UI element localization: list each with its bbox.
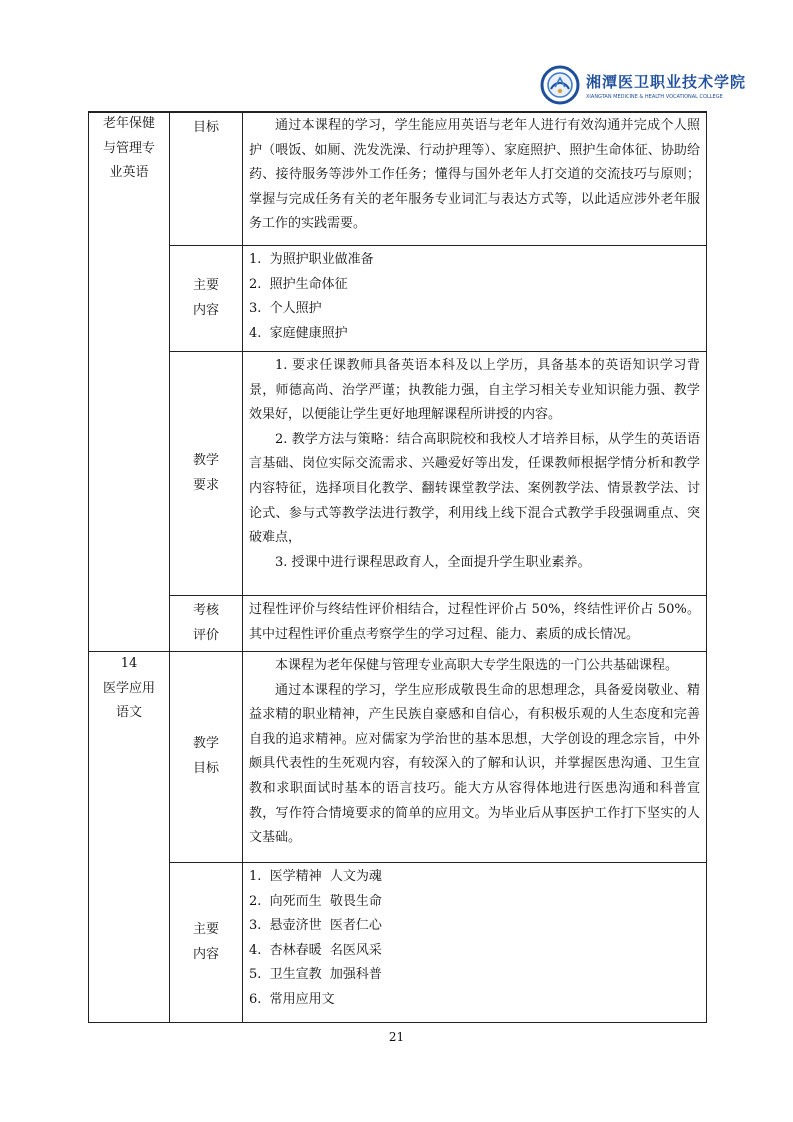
list-item: 1. 为照护职业做准备 [249, 252, 374, 267]
content-label: 主要 内容 [170, 246, 243, 352]
course-syllabus-table [88, 111, 707, 1023]
requirement-text-cell [243, 352, 707, 596]
list-item: 6. 常用应用文 [249, 991, 335, 1007]
course-name-line: 老年保健 [102, 116, 155, 131]
goal-paragraph: 通过本课程的学习，学生能应用英语与老年人进行有效沟通并完成个人照护（喂饭、如厕、洗发洗澡、行动护理等）、家庭照护、照护生命体征、协助给药、接待服务等涉外工作任务；懂得与国外老年人打交道的交流技巧与原则；掌握与完成任务有关的老年服务专业词汇与表达方式等，以此适应涉外老年服务工作的实践需要。 [249, 118, 700, 232]
requirement-paragraph: 2. 教学方法与策略：结合高职院校和我校人才培养目标，从学生的英语语言基础、岗位实际交流需求、兴趣爱好等出发，任课教师根据学情分析和教学内容特征，选择项目化教学、翻转课堂教学法、案例教学法、情景教学法、讨论式、参与式等教学法进行教学，利用线上线下混合式教学手段强调重点、突破难点， [249, 431, 700, 546]
requirement-paragraph: 3. 授课中进行课程思政育人，全面提升学生职业素养。 [275, 554, 591, 570]
goal-paragraph: 通过本课程的学习，学生应形成敬畏生命的思想理念，具备爱岗敬业、精益求精的职业精神，产生民族自豪感和自信心，有积极乐观的人生态度和完善自我的追求精神。应对儒家为学治世的基本思想，大学创设的理念宗旨，中外颇具代表性的生死观内容，有较深入的了解和认识，并掌握医患沟通、卫生宣教和求职面试时基本的语言技巧。能大方从容得体地进行医患沟通和科普宣教，写作符合情境要求的简单的应用文。为毕业后从事医护工作打下坚实的人文基础。 [249, 682, 700, 846]
course-name-cell [89, 652, 170, 1023]
list-item: 4. 杏林春暖 名医风采 [249, 942, 382, 958]
list-item: 5. 卫生宣教 加强科普 [249, 967, 382, 983]
list-item: 1. 医学精神 人文为魂 [249, 869, 382, 884]
course-name-line: 与管理专 [102, 140, 155, 156]
college-logo [540, 63, 747, 107]
list-item: 3. 个人照护 [249, 301, 322, 317]
course-name-line: 语文 [115, 705, 142, 721]
requirement-paragraph: 1. 要求任课教师具备英语本科及以上学历，具备基本的英语知识学习背景，师德高尚、治学严谨；执教能力强，自主学习相关专业知识能力强、教学效果好，以便能让学生更好地理解课程所讲授的内容。 [249, 358, 700, 423]
course-name-line: 业英语 [109, 165, 149, 181]
list-item: 2. 照护生命体征 [249, 276, 348, 292]
logo-english-name: XIANGTAN MEDICINE & HEALTH VOCATIONAL COLLEGE [586, 93, 723, 100]
goal-paragraph: 本课程为老年保健与管理专业高职大专学生限选的一门公共基础课程。 [275, 658, 679, 673]
evaluation-label: 考核 评价 [170, 596, 243, 652]
content-list [243, 863, 707, 1023]
table-row [89, 652, 707, 863]
evaluation-text-cell [243, 596, 707, 652]
list-item: 4. 家庭健康照护 [249, 325, 348, 341]
table-row [89, 352, 707, 596]
goal-text-cell [243, 112, 707, 246]
table-row [89, 863, 707, 1023]
table-row [89, 246, 707, 352]
course-name-cell [89, 112, 170, 652]
table-row [89, 112, 707, 246]
content-list [243, 246, 707, 352]
list-item: 3. 悬壶济世 医者仁心 [249, 918, 382, 934]
goal-label: 目标 [170, 112, 243, 246]
page-number: 21 [388, 1030, 405, 1044]
requirement-label: 教学 要求 [170, 352, 243, 596]
evaluation-paragraph: 过程性评价与终结性评价相结合，过程性评价占 50%，终结性评价占 50%。其中过程性评价重点考察学生的学习过程、能力、素质的成长情况。 [249, 602, 700, 642]
course-number: 14 [120, 656, 138, 671]
list-item: 2. 向死而生 敬畏生命 [249, 893, 382, 909]
course-name-line: 医学应用 [102, 680, 155, 696]
goal-label: 教学 目标 [170, 652, 243, 863]
table-row [89, 596, 707, 652]
goal-text-cell [243, 652, 707, 863]
college-emblem-icon [540, 65, 580, 105]
logo-chinese-name: 湘潭医卫职业技术学院 [586, 72, 747, 91]
content-label: 主要 内容 [170, 863, 243, 1023]
